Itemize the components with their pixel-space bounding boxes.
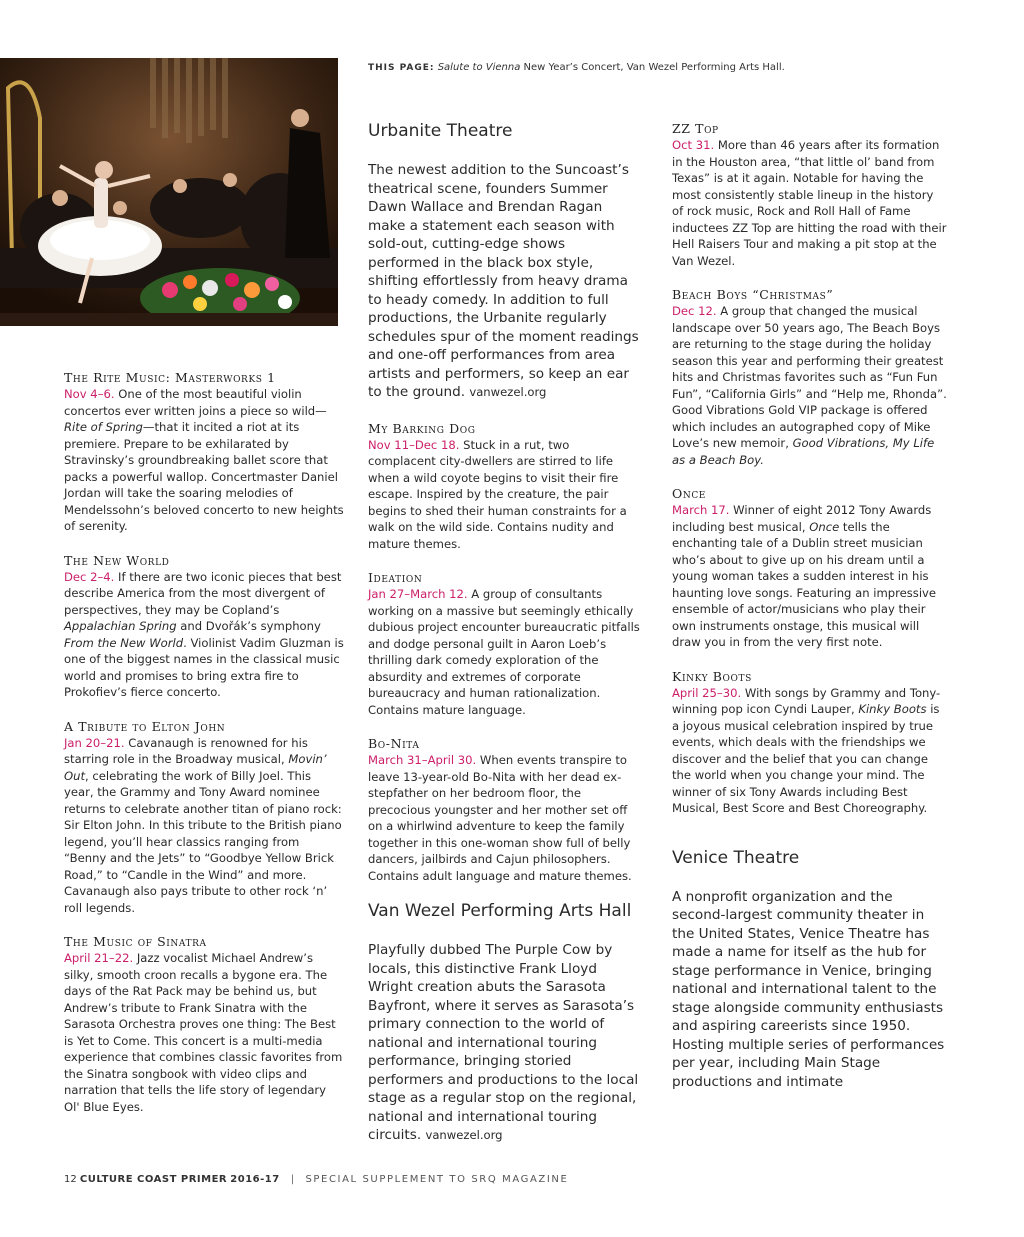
event-new-world bbox=[64, 552, 344, 701]
venue-body: A nonprofit organization and the second-largest community theater in the United States, Venice Theatre has made a name for itself as the hub for stage performance in Venice, bringing national and international talent to the stage alongside community enthusiasts and aspiring careerists since 1950. Hosting multiple series of performances per year, including Main Stage productions and intimate bbox=[672, 888, 945, 1090]
event-text: Cavanaugh is renowned for his starring role in the Broadway musical, bbox=[64, 735, 308, 766]
event-italic: Good Vibrations, My Life as a Beach Boy. bbox=[672, 436, 935, 467]
event-italic: Rite of Spring bbox=[64, 420, 143, 434]
event-title: A Tribute to Elton John bbox=[64, 718, 226, 734]
event-body bbox=[672, 685, 948, 817]
event-date: Oct 31. bbox=[672, 138, 715, 152]
event-text: A group that changed the musical landscape over 50 years ago, The Beach Boys are returning to the stage during the holiday season this year and performing their greatest hits and Christmas favorites such as “Fun Fun Fun”, “California Girls” and “Help me, Rhonda”. Good Vibrations Gold VIP package is offered which includes an autographed copy of Mike Love’s new memoir, bbox=[672, 304, 947, 450]
event-title: My Barking Dog bbox=[368, 420, 476, 436]
event-date: Jan 20–21. bbox=[64, 735, 125, 750]
venue-urbanite bbox=[368, 120, 640, 402]
event-body bbox=[368, 437, 640, 553]
event-beach-boys bbox=[672, 286, 948, 468]
event-title: ZZ Top bbox=[672, 121, 719, 136]
publication-year: 2016-17 bbox=[230, 1174, 280, 1185]
event-text: When events transpire to leave 13-year-old Bo-Nita with her dead ex-stepfather on her bedroom floor, the precocious youngster and her mother set off on a whirlwind adventure to keep the family together in this one-woman show full of belly dancers, jailbirds and Cajun philosophers. Contains adult language and mature themes. bbox=[368, 753, 632, 883]
event-title: The Rite Music: Masterworks 1 bbox=[64, 370, 276, 385]
event-text: More than 46 years after its formation in the Houston area, “that little ol’ band from Texas” is at it again. Notable for having the most consistently stable lineup in the history of rock music, Rock and Roll Hall of Fame inductees ZZ Top are hitting the road with their Hell Raisers Tour and making a pit stop at the Van Wezel. bbox=[672, 138, 947, 268]
page-footer bbox=[64, 1174, 568, 1185]
venue-title: Venice Theatre bbox=[672, 847, 800, 868]
event-rite-music bbox=[64, 369, 344, 535]
event-date: Dec 12. bbox=[672, 304, 717, 318]
event-sinatra bbox=[64, 933, 344, 1115]
event-body bbox=[64, 735, 344, 917]
event-text: . Violinist Vadim Gluzman is one of the biggest names in the classical music world and promises to bring extra fire to Prokofiev’s fierce concerto. bbox=[64, 635, 344, 699]
event-body bbox=[64, 950, 344, 1115]
photo-caption bbox=[368, 62, 785, 73]
event-zz-top bbox=[672, 120, 948, 269]
event-title: The Music of Sinatra bbox=[64, 934, 207, 949]
event-text: is a joyous musical celebration inspired by true events, which deals with the friendships we discover and the belief that you can change the world when you change your mind. The winner of six Tony Awards including Best Musical, Best Score and Best Choreography. bbox=[672, 702, 940, 815]
venue-body bbox=[368, 161, 640, 402]
event-body bbox=[368, 752, 640, 884]
event-bo-nita bbox=[368, 735, 640, 884]
event-my-barking-dog bbox=[368, 420, 640, 553]
event-text: Stuck in a rut, two complacent city-dwellers are stirred to life when a wild coyote begins to visit their fire escape. Inspired by the creature, the pair begins to shed their human constraints for a walk on the wild side. Contains nudity and mature themes. bbox=[368, 437, 627, 551]
event-once bbox=[672, 485, 948, 651]
venue-url: vanwezel.org bbox=[469, 385, 547, 399]
event-text: Winner of eight 2012 Tony Awards including best musical, bbox=[672, 503, 932, 534]
event-body bbox=[672, 502, 948, 651]
event-date: April 25–30. bbox=[672, 685, 742, 700]
event-title: Kinky Boots bbox=[672, 668, 752, 684]
event-text: and Dvořák’s symphony bbox=[176, 619, 321, 633]
caption-label: THIS PAGE: bbox=[368, 63, 435, 73]
event-date: Nov 4–6. bbox=[64, 387, 115, 401]
event-italic: From the New World bbox=[64, 635, 184, 650]
event-ideation bbox=[368, 569, 640, 718]
supplement-label: SPECIAL SUPPLEMENT TO SRQ MAGAZINE bbox=[305, 1174, 569, 1185]
event-date: Jan 27–March 12. bbox=[368, 587, 468, 601]
event-date: Dec 2–4. bbox=[64, 569, 115, 584]
venue-venice bbox=[672, 847, 948, 1092]
event-title: Beach Boys “Christmas” bbox=[672, 287, 834, 302]
venue-text: Playfully dubbed The Purple Cow by locals, this distinctive Frank Lloyd Wright creation abuts the Sarasota Bayfront, where it serves as Sarasota’s primary connection to the world of national and international touring performance, bringing storied performers and productions to the local stage as a regular stop on the regional, national and international touring circuits. bbox=[368, 942, 639, 1143]
event-date: March 17. bbox=[672, 503, 730, 517]
event-text: If there are two iconic pieces that best describe America from the most divergent of perspectives, they may be Copland’s bbox=[64, 569, 342, 617]
event-body bbox=[64, 569, 344, 701]
venue-text: The newest addition to the Suncoast’s theatrical scene, founders Summer Dawn Wallace and Brendan Ragan make a statement each season with sold-out, cutting-edge shows performed in the black box style, shifting effortlessly from heavy drama to heady comedy. In addition to full productions, the Urbanite regularly schedules spur of the moment readings and one-off performances from area artists and performers, so keep an ear to the ground. bbox=[368, 162, 639, 400]
event-text: —that it incited a riot at its premiere. Prepare to be exhilarated by Stravinsky’s groundbreaking ballet score that packs a powerful wallop. Concertmaster Daniel Jordan will take the soaring melodies of Mendelssohn’s beloved concerto to new heights of serenity. bbox=[64, 420, 344, 533]
event-text: , celebrating the work of Billy Joel. This year, the Grammy and Tony Award nominee returns to celebrate another titan of piano rock: Sir Elton John. In this tribute to the British piano legend, you’ll hear classics ranging from “Benny and the Jets” to “Goodbye Yellow Brick Road,” to “Candle in the Wind” and more. Cavanaugh also pays tribute to other rock ‘n’ roll legends. bbox=[64, 768, 342, 915]
event-date: Nov 11–Dec 18. bbox=[368, 437, 460, 452]
venue-title: Van Wezel Performing Arts Hall bbox=[368, 901, 632, 921]
event-date: March 31–April 30. bbox=[368, 753, 477, 767]
event-text: One of the most beautiful violin concertos ever written joins a piece so wild— bbox=[64, 387, 327, 418]
event-text: A group of consultants working on a massive but seemingly ethically dubious project encounter bureaucratic pitfalls and dodge personal guilt in Aaron Loeb’s thrilling dark comedy exploration of the absurdity and extremes of corporate bureaucracy and human rationalization. Contains mature language. bbox=[368, 587, 640, 717]
caption-italic: Salute to Vienna bbox=[437, 62, 521, 73]
event-italic: Appalachian Spring bbox=[64, 619, 177, 633]
caption-text: New Year’s Concert, Van Wezel Performing Arts Hall. bbox=[520, 62, 785, 73]
event-title: Once bbox=[672, 486, 706, 501]
event-text: Jazz vocalist Michael Andrew’s silky, smooth croon recalls a bygone era. The days of the Rat Pack may be behind us, but Andrew’s tribute to Frank Sinatra with the Sarasota Orchestra proves one thing: The Best is Yet to Come. This concert is a multi-media experience that combines classic favorites from the Sinatra songbook with video clips and narration that tells the life story of legendary Ol' Blue Eyes. bbox=[64, 951, 343, 1114]
column-2 bbox=[368, 120, 640, 1145]
event-italic: Once bbox=[809, 519, 840, 534]
venue-title: Urbanite Theatre bbox=[368, 121, 513, 141]
page-number: 12 bbox=[64, 1174, 77, 1185]
column-1 bbox=[64, 369, 344, 1115]
event-body bbox=[64, 386, 344, 535]
event-elton-john bbox=[64, 718, 344, 917]
event-body bbox=[672, 137, 948, 269]
venue-body bbox=[368, 941, 640, 1145]
event-body bbox=[672, 303, 948, 468]
event-kinky-boots bbox=[672, 668, 948, 817]
event-body bbox=[368, 586, 640, 718]
event-text: With songs by Grammy and Tony-winning pop icon Cyndi Lauper, bbox=[672, 685, 941, 716]
event-text: tells the enchanting tale of a Dublin street musician who’s about to give up on his dream until a young woman takes a sudden interest in his haunting love songs. Featuring an impressive ensemble of actor/musicians who play their own instruments onstage, this musical will draw you in from the very first note. bbox=[672, 519, 937, 649]
venue-url: vanwezel.org bbox=[425, 1128, 503, 1142]
event-italic: Kinky Boots bbox=[858, 702, 927, 716]
column-3 bbox=[672, 120, 948, 1091]
footer-separator: | bbox=[290, 1174, 295, 1185]
event-title: Ideation bbox=[368, 570, 423, 585]
event-title: The New World bbox=[64, 552, 170, 568]
event-italic: Movin’ Out bbox=[64, 752, 327, 783]
publication-name: CULTURE COAST PRIMER bbox=[79, 1174, 228, 1185]
event-date: April 21–22. bbox=[64, 951, 134, 965]
venue-van-wezel bbox=[368, 900, 640, 1145]
event-title: Bo-Nita bbox=[368, 736, 420, 751]
performance-photo bbox=[0, 58, 338, 326]
